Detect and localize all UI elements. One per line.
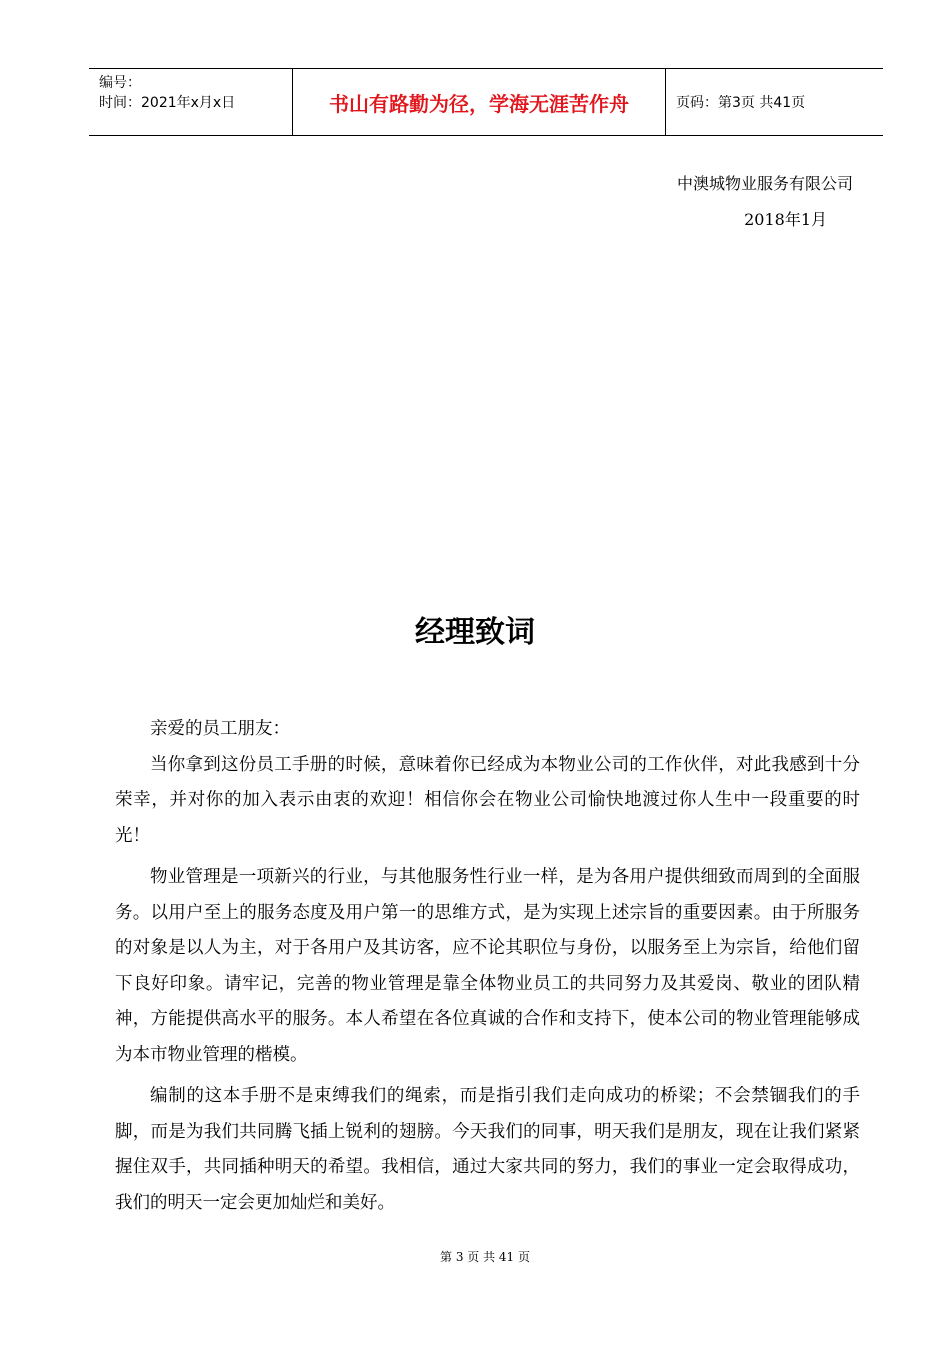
greeting: 亲爱的员工朋友： — [150, 719, 290, 739]
company-name: 中澳城物业服务有限公司 — [676, 174, 853, 193]
page-title: 经理致词 — [415, 615, 535, 650]
page-header — [89, 68, 883, 136]
header-page-info-text: 页码：第3页 共41页 — [676, 95, 806, 111]
paragraph-3: 编制的这本手册不是束缚我们的绳索，而是指引我们走向成功的桥梁；不会禁锢我们的手脚，而是为我们共同腾飞插上锐利的翅膀。今天我们的同事，明天我们是朋友，现在让我们紧紧握住双手，共同插种明天的希望。我相信，通过大家共同的努力，我们的事业一定会取得成功，我们的明天一定会更加灿烂和美好。 — [115, 1086, 860, 1213]
paragraph-1: 当你拿到这份员工手册的时候，意味着你已经成为本物业公司的工作伙伴，对此我感到十分荣幸，并对你的加入表示由衷的欢迎！相信你会在物业公司愉快地渡过你人生中一段重要的时光！ — [115, 754, 860, 846]
header-motto-text: 书山有路勤为径，学海无涯苦作舟 — [329, 91, 629, 116]
letter-body — [115, 712, 860, 1221]
header-motto — [292, 69, 666, 135]
header-number: 编号： — [99, 75, 141, 91]
page-footer: 第 3 页 共 41 页 — [440, 1250, 530, 1264]
header-meta — [89, 69, 292, 135]
header-page-info — [666, 69, 883, 135]
signature-date: 2018年1月 — [744, 210, 827, 229]
header-time: 时间：2021年x月x日 — [99, 95, 236, 111]
paragraph-2: 物业管理是一项新兴的行业，与其他服务性行业一样，是为各用户提供细致而周到的全面服务。以用户至上的服务态度及用户第一的思维方式，是为实现上述宗旨的重要因素。由于所服务的对象是以人为主，对于各用户及其访客，应不论其职位与身份，以服务至上为宗旨，给他们留下良好印象。请牢记，完善的物业管理是靠全体物业员工的共同努力及其爱岗、敬业的团队精神，方能提供高水平的服务。本人希望在各位真诚的合作和支持下，使本公司的物业管理能够成为本市物业管理的楷模。 — [115, 867, 860, 1065]
